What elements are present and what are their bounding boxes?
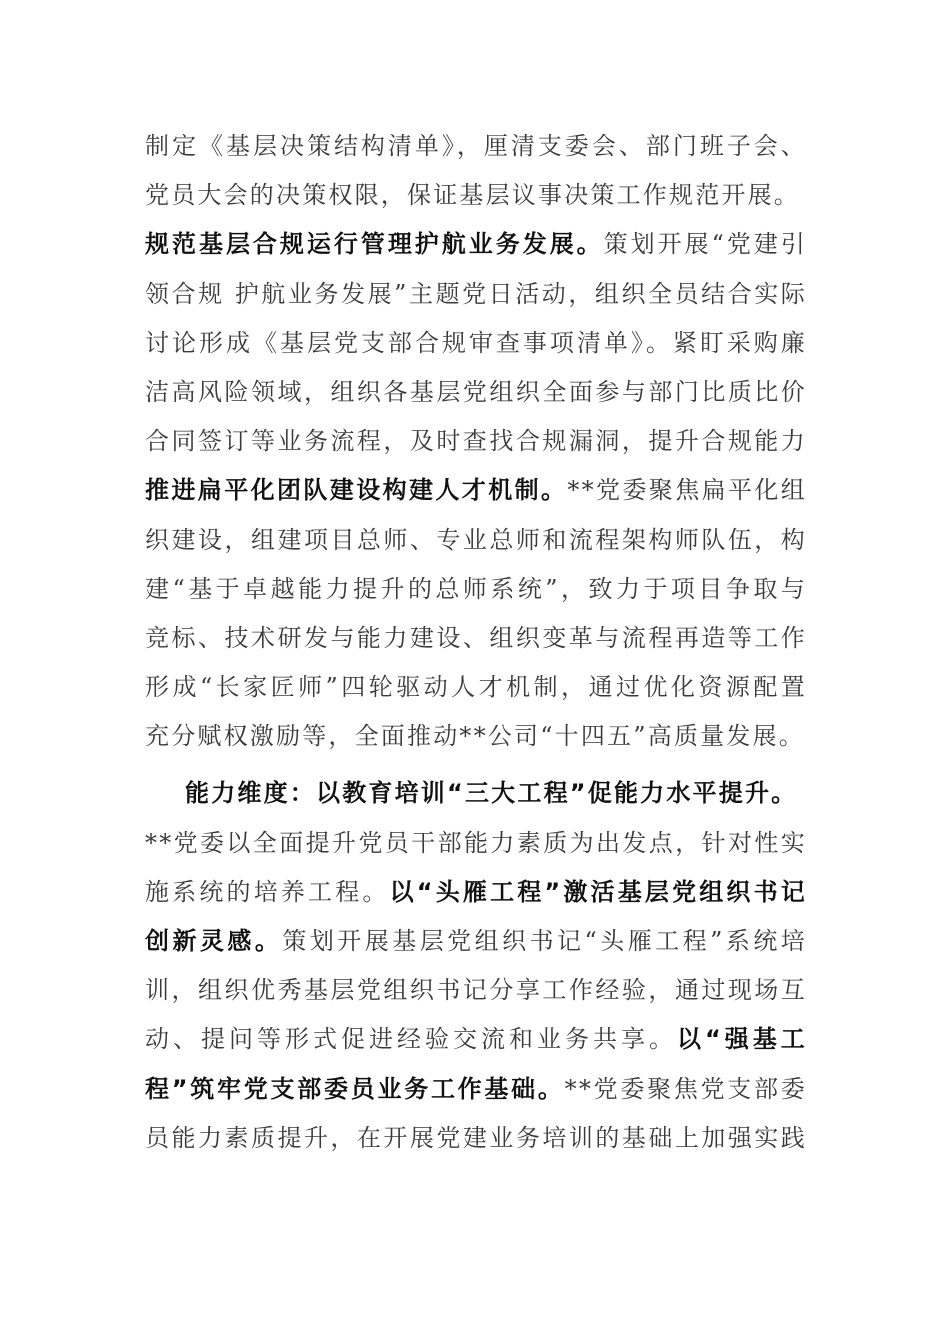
text-run: 动、提问等形式促进经验交流和业务共享。 xyxy=(145,1025,678,1054)
text-line xyxy=(145,1015,807,1064)
text-line xyxy=(145,122,807,171)
text-run: 策划开展“党建引 xyxy=(603,230,808,259)
text-run: 领合规 护航业务发展”主题党日活动，组织全员结合实际 xyxy=(145,279,807,308)
text-run: 建“基于卓越能力提升的总师系统”，致力于项目争取与 xyxy=(145,574,807,603)
text-run: 形成“长家匠师”四轮驱动人才机制，通过优化资源配置 xyxy=(145,673,807,702)
text-line xyxy=(145,270,807,319)
text-run: 党员大会的决策权限，保证基层议事决策工作规范开展。 xyxy=(145,181,800,210)
text-line xyxy=(145,171,807,220)
text-line xyxy=(145,319,807,368)
heading-run: 规范基层合规运行管理护航业务发展。 xyxy=(145,230,604,259)
heading-run: 创新灵感。 xyxy=(145,927,283,955)
text-line xyxy=(145,1114,807,1163)
heading-run: 程”筑牢党支部委员业务工作基础。 xyxy=(145,1074,565,1103)
text-line xyxy=(145,220,807,269)
text-run: 洁高风险领域，组织各基层党组织全面参与部门比质比价 xyxy=(145,377,807,406)
text-line xyxy=(145,663,807,712)
heading-run: 以“强基工 xyxy=(677,1025,807,1054)
text-line xyxy=(145,1065,807,1114)
paragraph-gap xyxy=(145,761,807,769)
text-run: 训，组织优秀基层党组织书记分享工作经验，通过现场互 xyxy=(145,976,807,1005)
text-line xyxy=(145,868,807,917)
text-line xyxy=(145,966,807,1015)
text-run: 合同签订等业务流程，及时查找合规漏洞，提升合规能力 xyxy=(145,427,807,456)
document-body xyxy=(145,122,807,1163)
text-run: **党委以全面提升党员干部能力素质为出发点，针对性实 xyxy=(145,828,807,857)
text-line xyxy=(145,819,807,868)
text-run: 策划开展基层党组织书记“头雁工程”系统培 xyxy=(282,927,808,955)
text-run: **党委聚焦扁平化组 xyxy=(567,476,808,505)
text-run: 制定《基层决策结构清单》，厘清支委会、部门班子会、 xyxy=(145,132,807,160)
heading-run: 推进扁平化团队建设构建人才机制。 xyxy=(145,476,568,505)
text-run: 充分赋权激励等，全面推动**公司“十四五”高质量发展。 xyxy=(145,722,805,751)
text-line xyxy=(145,368,807,417)
text-run: 员能力素质提升，在开展党建业务培训的基础上加强实践 xyxy=(145,1123,807,1152)
text-run: 施系统的培养工程。 xyxy=(145,877,390,906)
text-run: 织建设，组建项目总师、专业总师和流程架构师队伍，构 xyxy=(145,525,807,554)
text-line xyxy=(145,516,807,565)
heading-run: 能力维度：以教育培训“三大工程”促能力水平提升。 xyxy=(185,779,798,808)
text-line xyxy=(145,614,807,663)
text-run: 竞标、技术研发与能力建设、组织变革与流程再造等工作 xyxy=(145,623,807,652)
text-line xyxy=(145,917,807,966)
text-line xyxy=(145,565,807,614)
text-run: **党委聚焦党支部委 xyxy=(564,1074,807,1103)
text-line xyxy=(145,417,807,466)
text-line xyxy=(145,466,807,515)
text-line xyxy=(145,712,807,761)
text-run: 讨论形成《基层党支部合规审查事项清单》。紧盯采购廉 xyxy=(145,328,807,357)
heading-run: 以“头雁工程”激活基层党组织书记 xyxy=(389,877,807,906)
section-heading-line xyxy=(145,769,807,818)
